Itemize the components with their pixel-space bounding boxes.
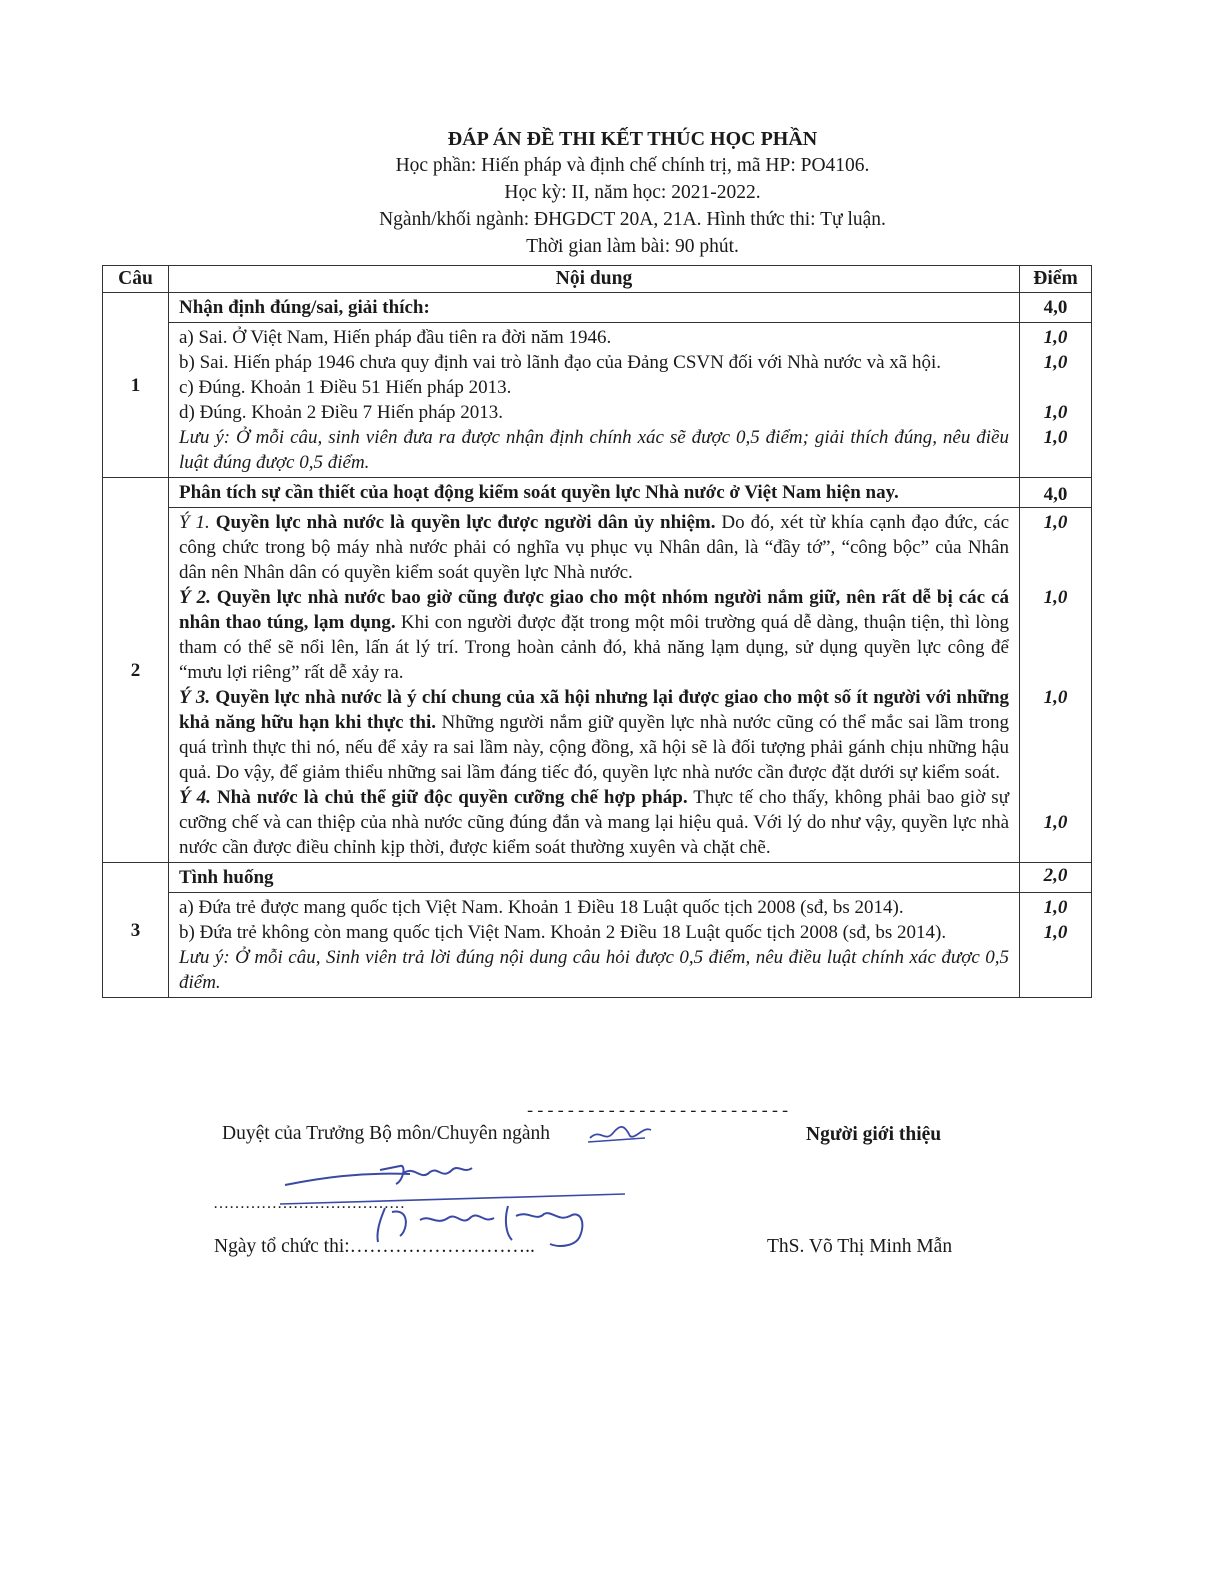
answer-table (102, 265, 1092, 998)
q2-body-row (103, 508, 1092, 863)
q1-item-a: a) Sai. Ở Việt Nam, Hiến pháp đầu tiên ra đời năm 1946. (179, 327, 612, 348)
semester-line: Học kỳ: II, năm học: 2021-2022. (504, 182, 761, 203)
col-header-noidung: Nội dung (169, 266, 1020, 293)
score-q1b: 1,0 (1043, 352, 1068, 373)
major-line: Ngành/khối ngành: ĐHGDCT 20A, 21A. Hình thức thi: Tự luận. (379, 209, 886, 230)
q3-note: Lưu ý: Ở mỗi câu, Sinh viên trả lời đúng nội dung câu hỏi được 0,5 điểm, nêu điều luật chính xác được 0,5 điểm. (179, 947, 1009, 993)
exam-date-line: Ngày tổ chức thi:……………………….. (214, 1236, 535, 1257)
q1-heading: Nhận định đúng/sai, giải thích: (169, 293, 1020, 323)
q3-heading: Tình huống (169, 863, 1020, 893)
col-header-diem: Điểm (1020, 266, 1092, 293)
q3-body-row (103, 893, 1092, 998)
q2-point-2: Ý 2. Quyền lực nhà nước bao giờ cũng được giao cho một nhóm người nắm giữ, nên rất dễ bị các cá nhân thao túng, lạm dụng. Khi con người được đặt trong một môi trường quá dễ dàng, thuận tiện, thì lòng tham có thể sẽ nổi lên, lấn át lý trí. Trong hoàn cảnh đó, khả năng lạm dụng, sử dụng quyền lực công để “mưu lợi riêng” rất dễ xảy ra. (179, 587, 1009, 683)
col-header-cau: Câu (103, 266, 169, 293)
q2-point-1: Ý 1. Quyền lực nhà nước là quyền lực được người dân ủy nhiệm. Do đó, xét từ khía cạnh đạo đức, các công chức trong bộ máy nhà nước phải có nghĩa vụ phục vụ Nhân dân, là “đầy tớ”, “công bộc” của Nhân dân nên Nhân dân có quyền kiểm soát quyền lực Nhà nước. (179, 512, 1010, 583)
head-signature (280, 1160, 640, 1255)
score-q3b: 1,0 (1043, 922, 1068, 943)
q1-body-row (103, 323, 1092, 478)
q3-heading-row (103, 863, 1092, 893)
approval-signature (585, 1118, 655, 1148)
q2-scores (1020, 508, 1092, 863)
score-q2-y1: 1,0 (1043, 512, 1068, 533)
document-header (0, 126, 1225, 260)
document-title: ĐÁP ÁN ĐỀ THI KẾT THÚC HỌC PHẦN (447, 128, 818, 150)
q3-scores (1020, 893, 1092, 998)
q1-heading-score: 4,0 (1020, 293, 1092, 323)
q1-note: Lưu ý: Ở mỗi câu, sinh viên đưa ra được nhận định chính xác sẽ được 0,5 điểm; giải thích đúng, nêu điều luật đúng được 0,5 điểm. (179, 427, 1009, 473)
q2-heading-row (103, 478, 1092, 508)
q3-item-b: b) Đứa trẻ không còn mang quốc tịch Việt Nam. Khoản 2 Điều 18 Luật quốc tịch 2008 (sđ, bs 2014). (179, 922, 947, 943)
table-header-row (103, 266, 1092, 293)
q1-item-d: d) Đúng. Khoản 2 Điều 7 Hiến pháp 2013. (179, 402, 504, 423)
course-line: Học phần: Hiến pháp và định chế chính trị, mã HP: PO4106. (395, 155, 870, 176)
q2-point-4: Ý 4. Nhà nước là chủ thể giữ độc quyền cưỡng chế hợp pháp. Thực tế cho thấy, không phải bao giờ sự cưỡng chế và can thiệp của nhà nước cũng đúng đắn và mang lại hiệu quả. Với lý do như vậy, quyền lực nhà nước cần được điều chỉnh kịp thời, được kiểm soát thường xuyên và chặt chẽ. (179, 787, 1009, 858)
score-q2-y4: 1,0 (1043, 812, 1068, 833)
q3-item-a: a) Đứa trẻ được mang quốc tịch Việt Nam. Khoản 1 Điều 18 Luật quốc tịch 2008 (sđ, bs 2014). (179, 897, 904, 918)
q1-heading-row (103, 293, 1092, 323)
q2-heading: Phân tích sự cần thiết của hoạt động kiểm soát quyền lực Nhà nước ở Việt Nam hiện nay. (169, 478, 1020, 508)
q1-item-c: c) Đúng. Khoản 1 Điều 51 Hiến pháp 2013. (179, 377, 512, 398)
score-q1c: 1,0 (1043, 402, 1068, 423)
approval-label: Duyệt của Trưởng Bộ môn/Chuyên ngành (222, 1123, 550, 1144)
introducer-label: Người giới thiệu (806, 1124, 942, 1145)
q1-number: 1 (103, 293, 169, 478)
dotted-line: ……………………………… (213, 1195, 405, 1212)
q1-scores (1020, 323, 1092, 478)
q3-heading-score: 2,0 (1020, 863, 1092, 893)
score-q3a: 1,0 (1043, 897, 1068, 918)
score-q2-y2: 1,0 (1043, 587, 1068, 608)
score-q2-y3: 1,0 (1043, 687, 1068, 708)
score-q1d: 1,0 (1043, 427, 1068, 448)
q1-item-b: b) Sai. Hiến pháp 1946 chưa quy định vai trò lãnh đạo của Đảng CSVN đối với Nhà nước và xã hội. (179, 352, 942, 373)
q2-heading-score: 4,0 (1020, 478, 1092, 508)
score-q1a: 1,0 (1043, 327, 1068, 348)
separator-line: -------------------------- (525, 1103, 791, 1122)
duration-line: Thời gian làm bài: 90 phút. (526, 236, 739, 257)
introducer-name: ThS. Võ Thị Minh Mẫn (767, 1236, 953, 1257)
q2-point-3: Ý 3. Quyền lực nhà nước là ý chí chung của xã hội nhưng lại được giao cho một số ít người với những khả năng hữu hạn khi thực thi. Những người nắm giữ quyền lực nhà nước cũng có thể mắc sai lầm trong quá trình thực thi nó, nếu để xảy ra sai lầm này, cộng đồng, xã hội sẽ là đối tượng phải gánh chịu những hậu quả. Do vậy, để giảm thiểu những sai lầm đáng tiếc đó, quyền lực nhà nước cần được đặt dưới sự kiểm soát. (179, 687, 1009, 783)
q1-body (169, 323, 1020, 478)
q2-number: 2 (103, 478, 169, 863)
q3-number: 3 (103, 863, 169, 998)
q3-body (169, 893, 1020, 998)
q2-body (169, 508, 1020, 863)
